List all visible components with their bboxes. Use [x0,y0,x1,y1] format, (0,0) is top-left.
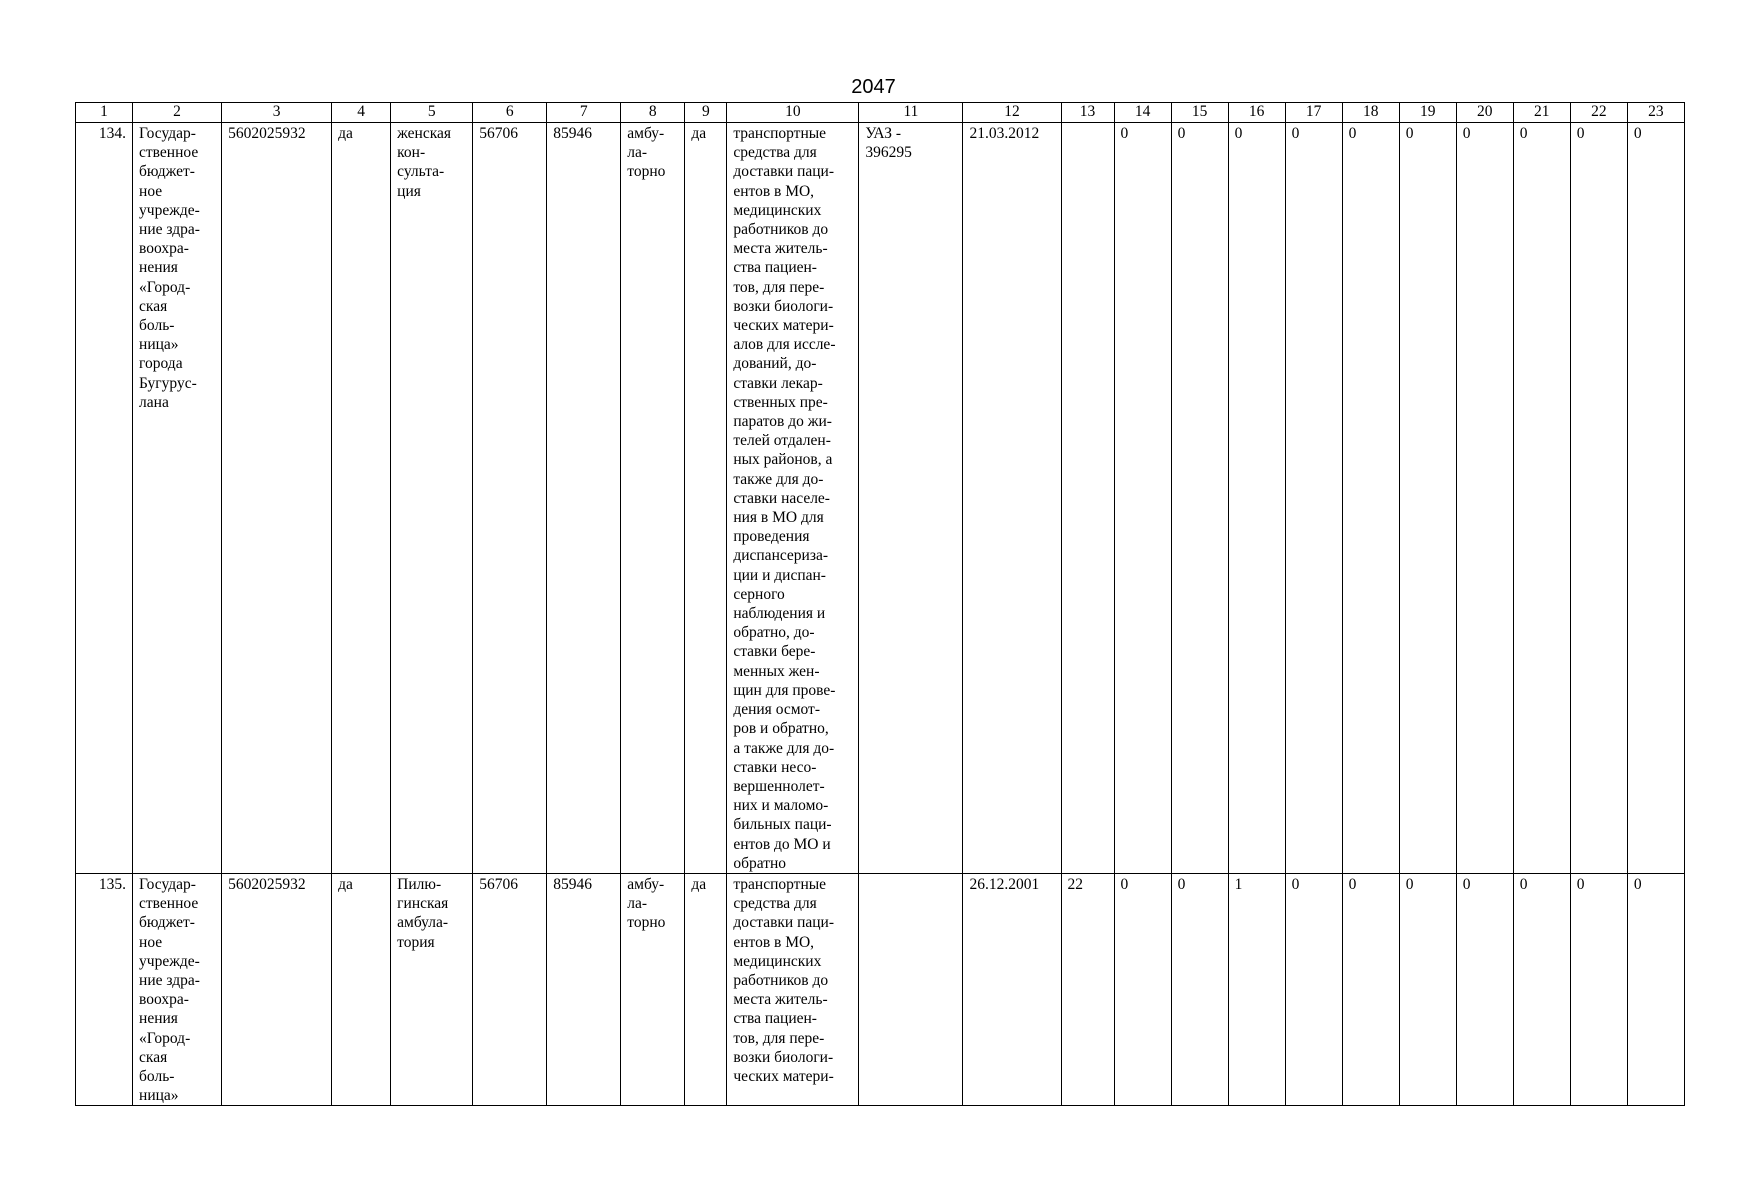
column-header: 12 [963,103,1061,123]
column-header: 16 [1228,103,1285,123]
table-cell: 0 [1456,123,1513,874]
table-cell: 56706 [473,123,547,874]
table-cell: 85946 [547,873,621,1105]
table-cell: 0 [1627,123,1684,874]
table-row [76,123,1685,874]
table-cell: да [332,873,391,1105]
table-cell [1061,123,1114,874]
purpose-cell: транспортные средства для доставки паци- ентов в МО, медицинских работников до места житель- ства пациен- тов, для пере- возки биологи- ческих матери- алов для иссле- дований, до- ставки лекар- ственных пре- паратов до жи- телей отдален- ных районов, а также для до- ставки населе- ния в МО для проведения диспансериза- ции и диспан- серного наблюдения и обратно, до- ставки бере- менных жен- щин для прове- дения осмот- ров и обратно, а также для до- ставки несо- вершеннолет- них и маломо- бильных паци- ентов до МО и обратно [727,123,859,874]
table-cell: 0 [1342,873,1399,1105]
table-cell: 56706 [473,873,547,1105]
data-table [75,102,1685,1106]
inn-cell: 5602025932 [222,123,332,874]
column-header: 9 [685,103,727,123]
column-header: 2 [133,103,222,123]
table-cell: 22 [1061,873,1114,1105]
column-header: 4 [332,103,391,123]
table-cell: да [685,123,727,874]
column-header: 11 [859,103,963,123]
column-header: 5 [391,103,473,123]
care-type-cell: амбу- ла- торно [621,873,685,1105]
date-cell: 21.03.2012 [963,123,1061,874]
row-number-cell: 134. [76,123,133,874]
column-header: 8 [621,103,685,123]
table-cell: 0 [1627,873,1684,1105]
department-cell: женская кон- сульта- ция [391,123,473,874]
column-header: 10 [727,103,859,123]
table-cell: 0 [1285,123,1342,874]
column-header: 15 [1171,103,1228,123]
column-header: 20 [1456,103,1513,123]
column-header: 19 [1399,103,1456,123]
institution-cell: Государ- ственное бюджет- ное учрежде- ние здра- воохра- нения «Город- ская боль- ница» города Бугурус- лана [133,123,222,874]
column-header: 23 [1627,103,1684,123]
column-header: 6 [473,103,547,123]
column-header: 3 [222,103,332,123]
table-cell: 85946 [547,123,621,874]
column-header: 21 [1513,103,1570,123]
vehicle-model-cell [859,873,963,1105]
table-cell: 0 [1570,873,1627,1105]
table-cell: 0 [1456,873,1513,1105]
table-cell: 0 [1171,123,1228,874]
institution-cell: Государ- ственное бюджет- ное учрежде- ние здра- воохра- нения «Город- ская боль- ница» [133,873,222,1105]
table-cell: 0 [1399,123,1456,874]
table-cell: 0 [1114,873,1171,1105]
row-number-cell: 135. [76,873,133,1105]
column-header: 18 [1342,103,1399,123]
care-type-cell: амбу- ла- торно [621,123,685,874]
table-cell: да [685,873,727,1105]
table-cell: 0 [1513,123,1570,874]
table-cell: 0 [1342,123,1399,874]
table-cell: 0 [1399,873,1456,1105]
table-cell: 0 [1513,873,1570,1105]
table-cell: 0 [1114,123,1171,874]
table-cell: 0 [1285,873,1342,1105]
table-cell: 1 [1228,873,1285,1105]
column-header: 17 [1285,103,1342,123]
vehicle-model-cell: УАЗ - 396295 [859,123,963,874]
date-cell: 26.12.2001 [963,873,1061,1105]
column-header: 1 [76,103,133,123]
column-header: 7 [547,103,621,123]
table-cell: 0 [1570,123,1627,874]
inn-cell: 5602025932 [222,873,332,1105]
table-cell: 0 [1228,123,1285,874]
page-number: 2047 [851,76,896,98]
column-header: 14 [1114,103,1171,123]
column-number-row [76,103,1685,123]
purpose-cell: транспортные средства для доставки паци- ентов в МО, медицинских работников до места житель- ства пациен- тов, для пере- возки биологи- ческих матери- [727,873,859,1105]
column-header: 22 [1570,103,1627,123]
table-row [76,873,1685,1105]
department-cell: Пилю- гинская амбула- тория [391,873,473,1105]
table-cell: 0 [1171,873,1228,1105]
column-header: 13 [1061,103,1114,123]
table-cell: да [332,123,391,874]
